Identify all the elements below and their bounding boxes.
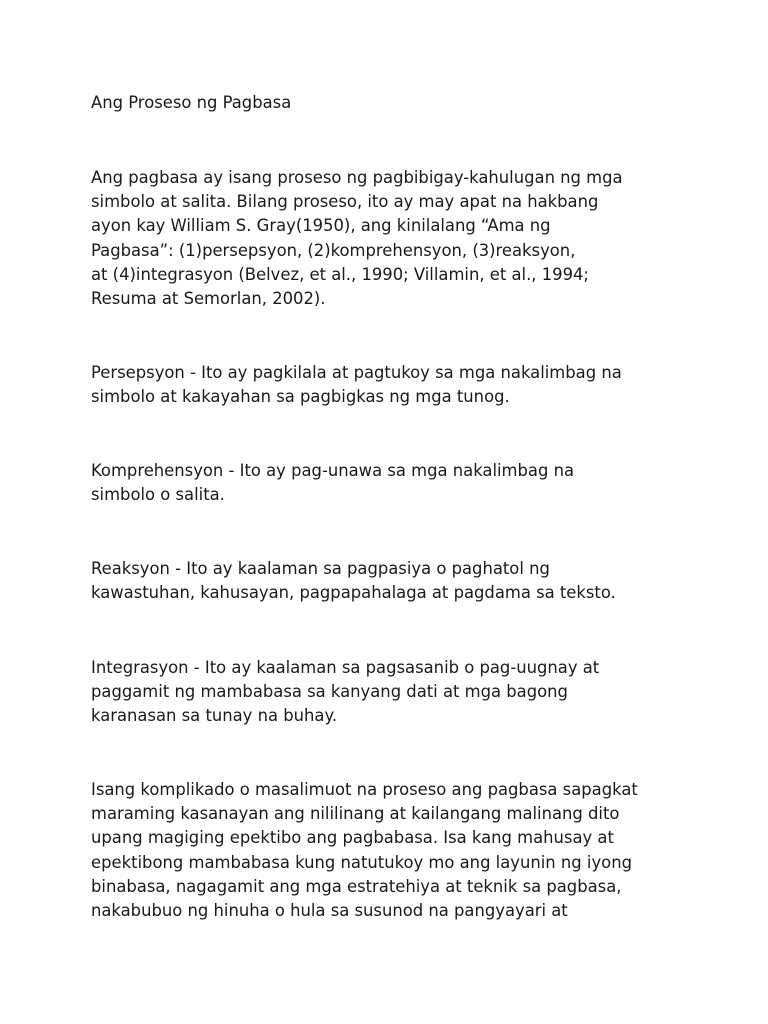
document-title — [91, 91, 691, 115]
paragraph-line: simbolo at kakayahan sa pagbigkas ng mga tunog. — [91, 387, 510, 407]
paragraph-line: Reaksyon - Ito ay kaalaman sa pagpasiya o paghatol ng — [91, 559, 550, 578]
paragraph-komprehensyon — [91, 459, 691, 507]
paragraph-line: binabasa, nagagamit ang mga estratehiya at teknik sa pagbasa, — [91, 876, 622, 896]
paragraph-line: Ang pagbasa ay isang proseso ng pagbibigay-kahulugan ng mga — [91, 168, 623, 187]
paragraph-line: Komprehensyon - Ito ay pag-unawa sa mga nakalimbag na — [91, 461, 575, 480]
paragraph-komplikado — [91, 778, 691, 923]
paragraph-line: at (4)integrasyon (Belvez, et al., 1990; Villamin, et al., 1994; — [91, 264, 589, 284]
paragraph-line: Persepsyon - Ito ay pagkilala at pagtukoy sa mga nakalimbag na — [91, 363, 622, 382]
paragraph-line: upang magiging epektibo ang pagbabasa. Isa kang mahusay at — [91, 828, 614, 848]
paragraph-line: Isang komplikado o masalimuot na proseso ang pagbasa sapagkat — [91, 780, 638, 799]
paragraph-line: Integrasyon - Ito ay kaalaman sa pagsasanib o pag-uugnay at — [91, 658, 600, 677]
paragraph-line: Resuma at Semorlan, 2002). — [91, 288, 326, 308]
paragraph-line: maraming kasanayan ang nililinang at kailangang malinang dito — [91, 804, 620, 824]
paragraph-line: epektibong mambabasa kung natutukoy mo ang layunin ng iyong — [91, 852, 632, 872]
paragraph-persepsyon — [91, 361, 691, 409]
title-line: Ang Proseso ng Pagbasa — [91, 93, 292, 112]
paragraph-line: karanasan sa tunay na buhay. — [91, 706, 338, 726]
paragraph-line: Pagbasa”: (1)persepsyon, (2)komprehensyon, (3)reaksyon, — [91, 240, 576, 260]
paragraph-intro — [91, 166, 691, 311]
paragraph-line: kawastuhan, kahusayan, pagpapahalaga at pagdama sa teksto. — [91, 583, 616, 603]
paragraph-line: nakabubuo ng hinuha o hula sa susunod na pangyayari at — [91, 900, 568, 920]
paragraph-reaksyon — [91, 557, 691, 605]
paragraph-line: simbolo at salita. Bilang proseso, ito ay may apat na hakbang — [91, 192, 599, 212]
paragraph-line: ayon kay William S. Gray(1950), ang kinilalang “Ama ng — [91, 216, 551, 236]
paragraph-line: paggamit ng mambabasa sa kanyang dati at mga bagong — [91, 682, 568, 702]
paragraph-integrasyon — [91, 656, 691, 729]
paragraph-line: simbolo o salita. — [91, 485, 225, 505]
